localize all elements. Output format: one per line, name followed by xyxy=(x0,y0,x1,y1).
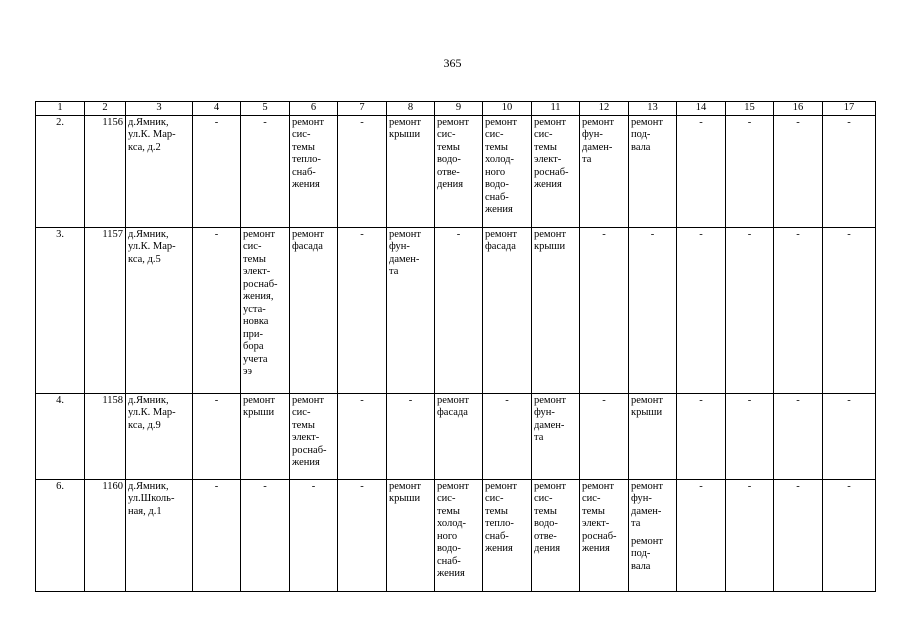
cell-text-line: тепло- xyxy=(485,518,514,529)
cell-text-line: фун- xyxy=(631,493,652,504)
cell-text-line: ремонт xyxy=(292,394,325,406)
cell-text-line: крыши xyxy=(243,407,275,418)
cell-c13 xyxy=(629,393,677,479)
cell-text-line: ная, д.1 xyxy=(128,505,162,517)
cell-c7: - xyxy=(338,479,387,591)
cell-text-line: ремонт xyxy=(437,394,470,406)
cell-c17: - xyxy=(823,227,876,393)
cell-text-line: д.Ямник, xyxy=(128,480,169,492)
cell-text-line: дения xyxy=(534,543,561,554)
cell-text-line: под- xyxy=(631,548,651,559)
cell-c7: - xyxy=(338,393,387,479)
cell-text-line: ремонт xyxy=(243,228,276,240)
works-table xyxy=(35,101,876,592)
cell-text-line: дамен- xyxy=(389,253,420,265)
cell-c4: - xyxy=(193,479,241,591)
cell-text-line: роснаб- xyxy=(582,530,617,542)
cell-c11 xyxy=(532,393,580,479)
cell-c9 xyxy=(435,479,483,591)
cell-text-line: сис- xyxy=(292,407,311,418)
cell-text-line: крыши xyxy=(631,407,663,418)
cell-c5: - xyxy=(241,479,290,591)
cell-c4: - xyxy=(193,393,241,479)
cell-text-line: при- xyxy=(243,328,263,340)
cell-c16: - xyxy=(774,479,823,591)
cell-text-line: жения xyxy=(534,179,562,190)
cell-text-line: крыши xyxy=(389,493,421,504)
cell-no: 3. xyxy=(36,227,85,393)
cell-address xyxy=(126,115,193,227)
cell-text-line: снаб- xyxy=(437,555,461,567)
page-number: 365 xyxy=(443,56,462,70)
cell-c6: - xyxy=(290,479,338,591)
cell-c17: - xyxy=(823,115,876,227)
cell-c11 xyxy=(532,115,580,227)
cell-text-line: элект- xyxy=(243,266,271,277)
cell-text-line: сис- xyxy=(243,241,262,252)
cell-c6 xyxy=(290,227,338,393)
cell-text-line: жения xyxy=(485,204,513,215)
cell-c13 xyxy=(629,479,677,591)
cell-text-line: ремонт xyxy=(389,480,422,492)
cell-text-line: ного xyxy=(485,166,506,178)
cell-text-line: бора xyxy=(243,341,264,352)
cell-text-line: та xyxy=(582,154,592,165)
cell-c14: - xyxy=(677,393,726,479)
column-header-9: 9 xyxy=(435,102,483,116)
cell-c16: - xyxy=(774,393,823,479)
cell-text-line: ул.Школь- xyxy=(128,493,175,504)
cell-text-line: учета xyxy=(243,353,268,365)
cell-c6 xyxy=(290,115,338,227)
cell-c13: - xyxy=(629,227,677,393)
cell-text-line: тепло- xyxy=(292,154,321,165)
cell-c7: - xyxy=(338,115,387,227)
cell-text-line: ремонт xyxy=(631,116,664,128)
column-header-6: 6 xyxy=(290,102,338,116)
cell-c11 xyxy=(532,227,580,393)
cell-text-line: ремонт xyxy=(534,394,567,406)
cell-text-line: жения xyxy=(437,568,465,579)
cell-text-line: крыши xyxy=(389,129,421,140)
cell-text-line: снаб- xyxy=(485,191,509,203)
cell-text-line: ремонт xyxy=(631,535,664,547)
cell-text-line: отве- xyxy=(437,166,460,178)
cell-text-line: кса, д.9 xyxy=(128,419,161,431)
cell-c14: - xyxy=(677,479,726,591)
column-header-16: 16 xyxy=(774,102,823,116)
cell-c10 xyxy=(483,115,532,227)
cell-text-line: ремонт xyxy=(389,116,422,128)
cell-c8 xyxy=(387,115,435,227)
cell-c16: - xyxy=(774,115,823,227)
column-header-8: 8 xyxy=(387,102,435,116)
cell-text-line: темы xyxy=(292,141,315,153)
cell-code: 1158 xyxy=(85,393,126,479)
cell-c8: - xyxy=(387,393,435,479)
cell-c9: - xyxy=(435,227,483,393)
cell-text-line: д.Ямник, xyxy=(128,228,169,240)
cell-text-line: ээ xyxy=(243,366,253,377)
cell-text-line: ремонт xyxy=(485,116,518,128)
column-header-5: 5 xyxy=(241,102,290,116)
column-header-10: 10 xyxy=(483,102,532,116)
cell-c4: - xyxy=(193,115,241,227)
cell-code: 1160 xyxy=(85,479,126,591)
cell-text-line: уста- xyxy=(243,303,266,315)
cell-text-line: ремонт xyxy=(534,228,567,240)
cell-text-line: крыши xyxy=(534,241,566,252)
cell-text-line: ремонт xyxy=(292,116,325,128)
cell-text-line: темы xyxy=(485,505,508,517)
cell-text-line: сис- xyxy=(485,493,504,504)
cell-text-line: ремонт xyxy=(485,228,518,240)
cell-no: 6. xyxy=(36,479,85,591)
column-header-11: 11 xyxy=(532,102,580,116)
column-header-3: 3 xyxy=(126,102,193,116)
cell-c5 xyxy=(241,393,290,479)
column-header-12: 12 xyxy=(580,102,629,116)
cell-text-line: ремонт xyxy=(582,480,615,492)
cell-c16: - xyxy=(774,227,823,393)
cell-text-line: фасада xyxy=(485,241,516,252)
cell-text-line: кса, д.5 xyxy=(128,253,161,265)
cell-text-line: темы xyxy=(437,505,460,517)
cell-text-line: холод- xyxy=(485,154,514,165)
cell-c13 xyxy=(629,115,677,227)
cell-c12: - xyxy=(580,393,629,479)
cell-text-line: ул.К. Мар- xyxy=(128,129,176,140)
cell-text-line: фасада xyxy=(292,241,323,252)
cell-text-line: водо- xyxy=(437,154,461,165)
cell-c8 xyxy=(387,479,435,591)
cell-text-line: сис- xyxy=(485,129,504,140)
cell-text-line: ремонт xyxy=(437,480,470,492)
cell-text-line: элект- xyxy=(534,154,562,165)
cell-text-line: темы xyxy=(534,141,557,153)
cell-text-line: вала xyxy=(631,141,651,153)
column-header-17: 17 xyxy=(823,102,876,116)
cell-text-line: ул.К. Мар- xyxy=(128,241,176,252)
cell-c8 xyxy=(387,227,435,393)
cell-text-line: водо- xyxy=(437,543,461,554)
cell-text-line: жения xyxy=(485,543,513,554)
cell-text-line: дамен- xyxy=(534,419,565,431)
cell-c14: - xyxy=(677,227,726,393)
cell-text-line: ного xyxy=(437,530,458,542)
cell-text-line: холод- xyxy=(437,518,466,529)
cell-text-line: фасада xyxy=(437,407,468,418)
cell-c17: - xyxy=(823,393,876,479)
cell-text-line: ремонт xyxy=(243,394,276,406)
cell-text-line: снаб- xyxy=(485,530,509,542)
cell-text-line: жения xyxy=(582,543,610,554)
cell-address xyxy=(126,227,193,393)
cell-text-line: темы xyxy=(582,505,605,517)
cell-text-line: кса, д.2 xyxy=(128,141,161,153)
cell-c5: - xyxy=(241,115,290,227)
cell-text-line: ул.К. Мар- xyxy=(128,407,176,418)
cell-text-line: фун- xyxy=(582,129,603,140)
cell-text-line: ремонт xyxy=(485,480,518,492)
cell-text-line: д.Ямник, xyxy=(128,116,169,128)
cell-code: 1157 xyxy=(85,227,126,393)
cell-c15: - xyxy=(726,227,774,393)
cell-text-line: элект- xyxy=(582,518,610,529)
cell-text-line: ремонт xyxy=(437,116,470,128)
cell-text-line: жения xyxy=(292,179,320,190)
table-row xyxy=(36,115,876,227)
column-header-13: 13 xyxy=(629,102,677,116)
cell-text-line: под- xyxy=(631,129,651,140)
cell-no: 4. xyxy=(36,393,85,479)
cell-text-line: роснаб- xyxy=(292,444,327,456)
cell-c11 xyxy=(532,479,580,591)
cell-no: 2. xyxy=(36,115,85,227)
column-header-15: 15 xyxy=(726,102,774,116)
cell-text-line: фун- xyxy=(389,241,410,252)
cell-c15: - xyxy=(726,393,774,479)
cell-c10 xyxy=(483,479,532,591)
cell-text-line: фун- xyxy=(534,407,555,418)
cell-text-line: дамен- xyxy=(582,141,613,153)
cell-text-line: роснаб- xyxy=(243,278,278,290)
cell-c12 xyxy=(580,479,629,591)
table-row xyxy=(36,479,876,591)
column-header-2: 2 xyxy=(85,102,126,116)
cell-text-line: ремонт xyxy=(631,394,664,406)
cell-text-line: темы xyxy=(485,141,508,153)
cell-c17: - xyxy=(823,479,876,591)
cell-text-line: ремонт xyxy=(292,228,325,240)
cell-c5 xyxy=(241,227,290,393)
cell-c12 xyxy=(580,115,629,227)
cell-text-line: та xyxy=(631,518,641,529)
cell-text-line: отве- xyxy=(534,530,557,542)
cell-text-line: дамен- xyxy=(631,505,662,517)
table-row xyxy=(36,393,876,479)
column-header-7: 7 xyxy=(338,102,387,116)
cell-c10 xyxy=(483,227,532,393)
cell-c14: - xyxy=(677,115,726,227)
cell-c12: - xyxy=(580,227,629,393)
cell-text-line: та xyxy=(389,266,399,277)
cell-text-line: элект- xyxy=(292,432,320,443)
header-row xyxy=(36,102,876,116)
cell-text-line: вала xyxy=(631,560,651,572)
cell-c15: - xyxy=(726,479,774,591)
cell-text-line: ремонт xyxy=(389,228,422,240)
column-header-4: 4 xyxy=(193,102,241,116)
cell-c9 xyxy=(435,393,483,479)
cell-c7: - xyxy=(338,227,387,393)
column-header-1: 1 xyxy=(36,102,85,116)
cell-code: 1156 xyxy=(85,115,126,227)
column-header-14: 14 xyxy=(677,102,726,116)
cell-text-line: темы xyxy=(534,505,557,517)
cell-text-line: темы xyxy=(292,419,315,431)
cell-text-line: ремонт xyxy=(534,116,567,128)
cell-text-line: ремонт xyxy=(631,480,664,492)
cell-text-line: жения xyxy=(292,457,320,468)
cell-c4: - xyxy=(193,227,241,393)
cell-text-line: водо- xyxy=(534,518,558,529)
cell-text-line: роснаб- xyxy=(534,166,569,178)
cell-address xyxy=(126,479,193,591)
cell-c10: - xyxy=(483,393,532,479)
cell-text-line: сис- xyxy=(292,129,311,140)
cell-c9 xyxy=(435,115,483,227)
table-row xyxy=(36,227,876,393)
cell-text-line: д.Ямник, xyxy=(128,394,169,406)
cell-text-line: темы xyxy=(437,141,460,153)
cell-text-line: водо- xyxy=(485,179,509,190)
cell-text-line: сис- xyxy=(534,129,553,140)
cell-text-line: новка xyxy=(243,316,269,327)
cell-c6 xyxy=(290,393,338,479)
cell-text-line: ремонт xyxy=(582,116,615,128)
cell-text-line: ремонт xyxy=(534,480,567,492)
cell-text-line: сис- xyxy=(582,493,601,504)
cell-text-line: снаб- xyxy=(292,166,316,178)
cell-text-line: сис- xyxy=(534,493,553,504)
cell-text-line: та xyxy=(534,432,544,443)
cell-text-line: сис- xyxy=(437,129,456,140)
cell-text-line: темы xyxy=(243,253,266,265)
cell-address xyxy=(126,393,193,479)
cell-c15: - xyxy=(726,115,774,227)
cell-text-line: сис- xyxy=(437,493,456,504)
cell-text-line: жения, xyxy=(243,291,274,302)
cell-text-line: дения xyxy=(437,179,464,190)
